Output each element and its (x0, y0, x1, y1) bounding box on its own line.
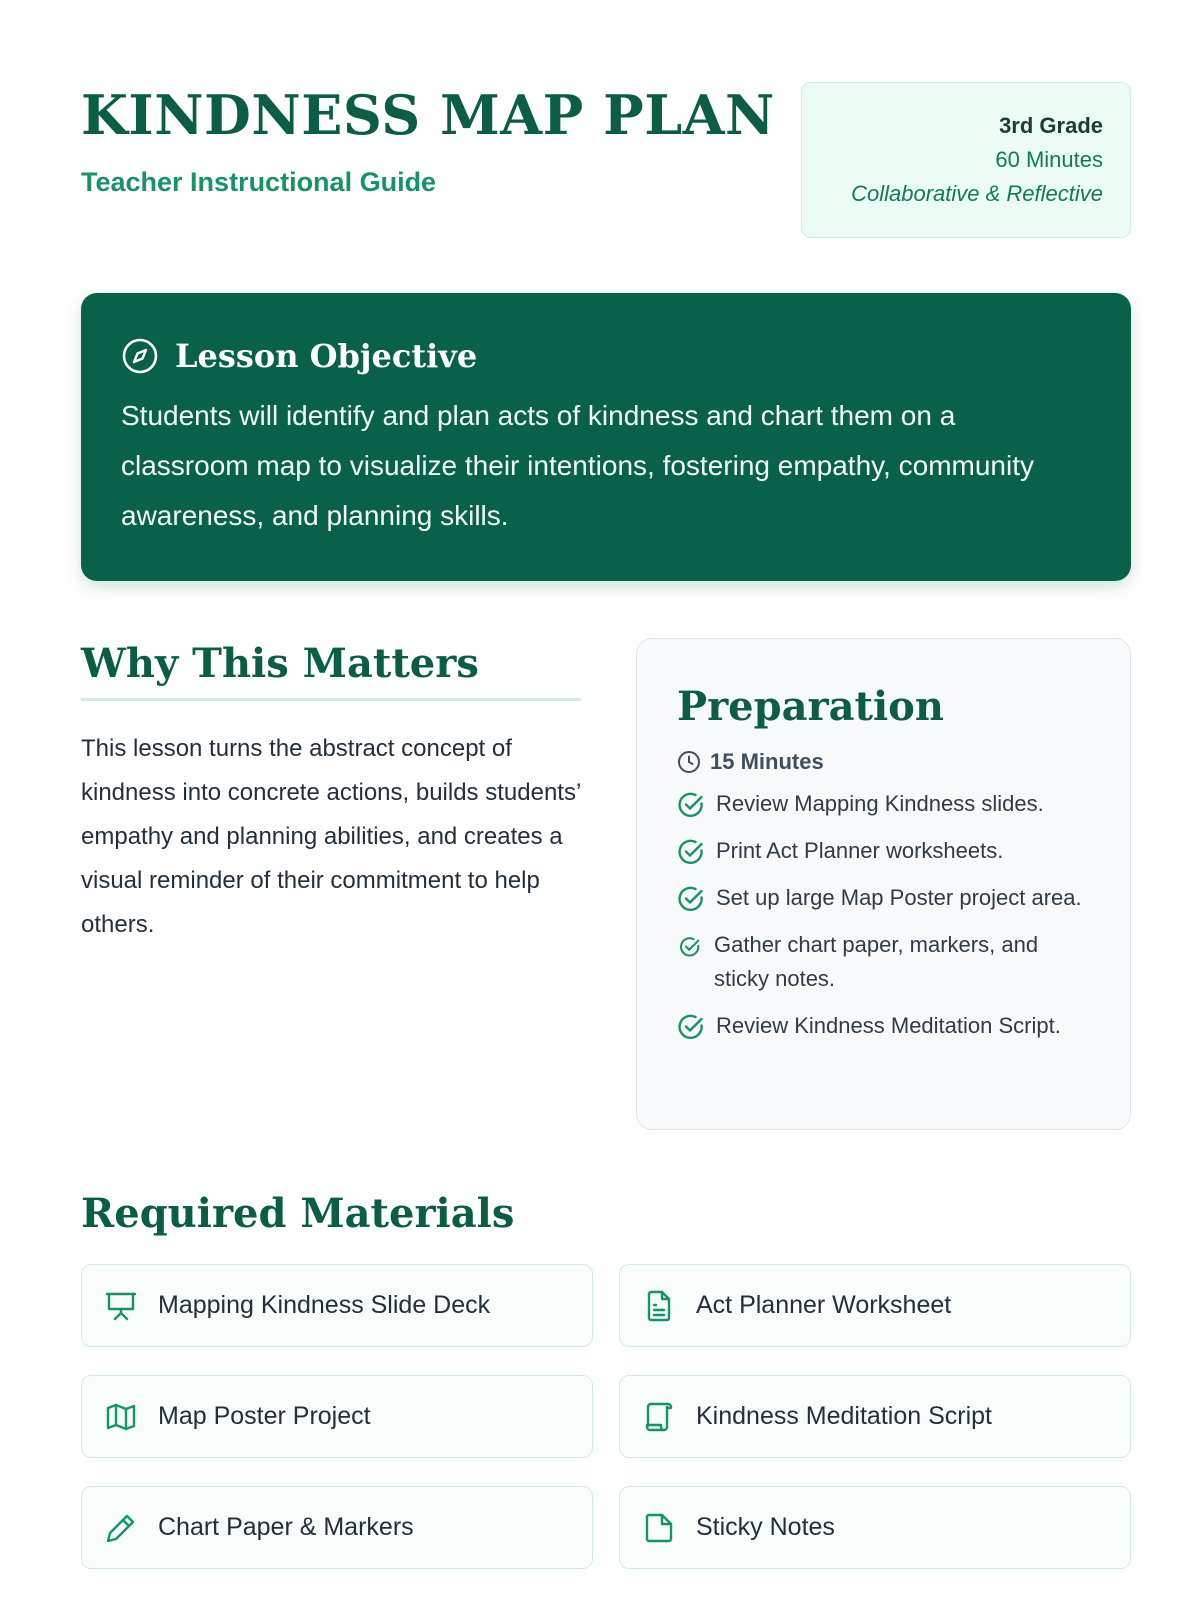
objective-title: Lesson Objective (175, 337, 478, 375)
material-card (619, 1375, 1131, 1458)
material-card (619, 1264, 1131, 1347)
page-subtitle: Teacher Instructional Guide (81, 167, 437, 197)
why-this-matters-section (81, 640, 581, 947)
checklist-item-label: Gather chart paper, markers, and sticky notes. (714, 932, 1039, 991)
presentation-icon (104, 1289, 138, 1323)
preparation-duration (677, 749, 1090, 775)
material-label: Act Planner Worksheet (696, 1291, 952, 1319)
preparation-card (636, 638, 1131, 1130)
material-card (81, 1375, 593, 1458)
objective-heading (121, 333, 1091, 379)
clock-icon (677, 750, 701, 774)
compass-icon (121, 337, 159, 375)
checklist-item-label: Print Act Planner worksheets. (716, 838, 1004, 863)
lesson-objective-card (81, 293, 1131, 581)
check-circle-icon (677, 838, 705, 866)
material-label: Sticky Notes (696, 1513, 835, 1541)
checklist-item (677, 881, 1090, 915)
checklist-item-label: Review Kindness Meditation Script. (716, 1013, 1061, 1038)
page-title: KINDNESS MAP PLAN (81, 83, 775, 147)
checklist-item (677, 787, 1090, 821)
pencil-icon (104, 1511, 138, 1545)
sticky-note-icon (642, 1511, 676, 1545)
header (81, 80, 1131, 240)
section-divider (81, 698, 581, 701)
checklist-item-label: Review Mapping Kindness slides. (716, 791, 1044, 816)
preparation-duration-label: 15 Minutes (710, 749, 824, 774)
material-label: Map Poster Project (158, 1402, 371, 1430)
why-text: This lesson turns the abstract concept of kindness into concrete actions, builds students’ empathy and planning abilities, and creates a visual reminder of their commitment to help others. (81, 735, 581, 938)
map-icon (104, 1400, 138, 1434)
grade-level: 3rd Grade (999, 113, 1103, 138)
check-circle-icon (679, 936, 701, 958)
required-materials-section (81, 1190, 1131, 1569)
objective-text: Students will identify and plan acts of kindness and chart them on a classroom map to visualize their intentions, fostering empathy, community awareness, and planning skills. (121, 400, 1034, 531)
material-label: Chart Paper & Markers (158, 1513, 414, 1541)
lesson-meta-card (801, 82, 1131, 238)
material-card (81, 1486, 593, 1569)
scroll-icon (642, 1400, 676, 1434)
check-circle-icon (677, 1013, 705, 1041)
why-title: Why This Matters (81, 640, 479, 687)
check-circle-icon (677, 885, 705, 913)
checklist-item (677, 928, 1090, 996)
materials-title: Required Materials (81, 1190, 515, 1237)
material-card (619, 1486, 1131, 1569)
lesson-style: Collaborative & Reflective (851, 181, 1103, 206)
checklist-item (677, 1009, 1090, 1043)
checklist-item (677, 834, 1090, 868)
material-label: Mapping Kindness Slide Deck (158, 1291, 491, 1319)
checklist-item-label: Set up large Map Poster project area. (716, 885, 1082, 910)
material-card (81, 1264, 593, 1347)
materials-grid (81, 1264, 1131, 1569)
lesson-duration: 60 Minutes (995, 147, 1103, 172)
material-label: Kindness Meditation Script (696, 1402, 992, 1430)
preparation-checklist (677, 787, 1090, 1043)
preparation-title: Preparation (677, 683, 944, 730)
check-circle-icon (677, 791, 705, 819)
document-icon (642, 1289, 676, 1323)
